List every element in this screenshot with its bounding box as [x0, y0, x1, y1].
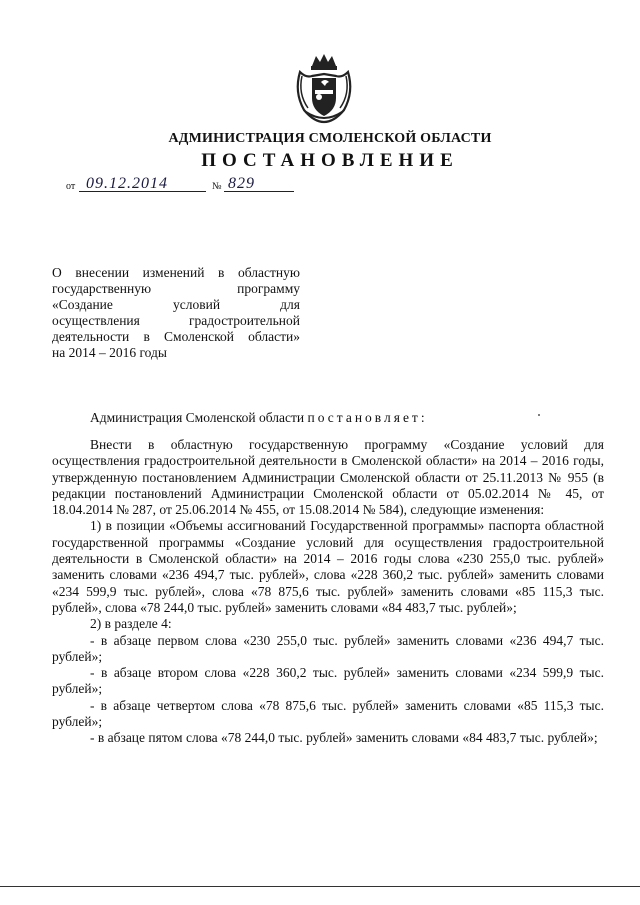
registration-line: [66, 174, 306, 194]
document-subject: [52, 265, 300, 361]
decree-verb: постановляет:: [307, 410, 428, 425]
body-paragraph: - в абзаце первом слова «230 255,0 тыс. рублей» заменить словами «236 494,7 тыс. рублей»;: [52, 632, 604, 664]
decree-prefix: Администрация Смоленской области: [90, 410, 308, 425]
subject-line: государственную программу: [52, 281, 300, 296]
body-paragraph: - в абзаце четвертом слова «78 875,6 тыс. рублей» заменить словами «85 115,3 тыс. рублей»;: [52, 697, 604, 730]
document-type-title: ПОСТАНОВЛЕНИЕ: [201, 150, 459, 171]
subject-line: «Создание условий для: [52, 297, 300, 312]
footer-rule: [0, 886, 640, 887]
coat-of-arms-emblem: [292, 52, 356, 124]
body-paragraph: - в абзаце пятом слова «78 244,0 тыс. рублей» заменить словами «84 483,7 тыс. рублей»;: [90, 730, 598, 746]
handwritten-date: 09.12.2014: [86, 175, 168, 192]
handwritten-number: 829: [228, 175, 255, 192]
document-body: [52, 437, 604, 747]
subject-line: на 2014 – 2016 годы: [52, 345, 167, 360]
number-prefix: №: [212, 181, 222, 192]
organization-name: АДМИНИСТРАЦИЯ СМОЛЕНСКОЙ ОБЛАСТИ: [168, 131, 492, 146]
subject-line: О внесении изменений в областную: [52, 265, 300, 280]
body-paragraph: 1) в позиции «Объемы ассигнований Государственной программы» паспорта областной государственной программы «Создание условий для осуществления градостроительной деятельности в Смоленской области» на 2014 – 2016 годы слова «230 255,0 тыс. рублей» заменить словами «236 494,7 тыс. рублей», слова «228 360,2 тыс. рублей» заменить словами «234 599,9 тыс. рублей», слова «78 875,6 тыс. рублей» заменить словами «85 115,3 тыс. рублей», слова «78 244,0 тыс. рублей» заменить словами «84 483,7 тыс. рублей»;: [52, 518, 604, 615]
body-paragraph: Внести в областную государственную программу «Создание условий для осуществления градостроительной деятельности в Смоленской области» на 2014 – 2016 годы, утвержденную постановлением Администрации Смоленской области от 25.11.2013 № 955 (в редакции постановлений Администрации Смоленской области от 05.02.2014 № 45, от 18.04.2014 № 287, от 25.06.2014 № 455, от 15.08.2014 № 584), следующие изменения:: [52, 437, 604, 518]
body-paragraph: - в абзаце втором слова «228 360,2 тыс. рублей» заменить словами «234 599,9 тыс. рублей»;: [52, 665, 604, 697]
subject-line: деятельности в Смоленской области»: [52, 329, 300, 344]
scan-speck: [538, 414, 540, 416]
body-paragraph: 2) в разделе 4:: [90, 616, 172, 632]
subject-line: осуществления градостроительной: [52, 313, 300, 328]
date-prefix: от: [66, 181, 76, 192]
decree-statement: [90, 410, 428, 426]
